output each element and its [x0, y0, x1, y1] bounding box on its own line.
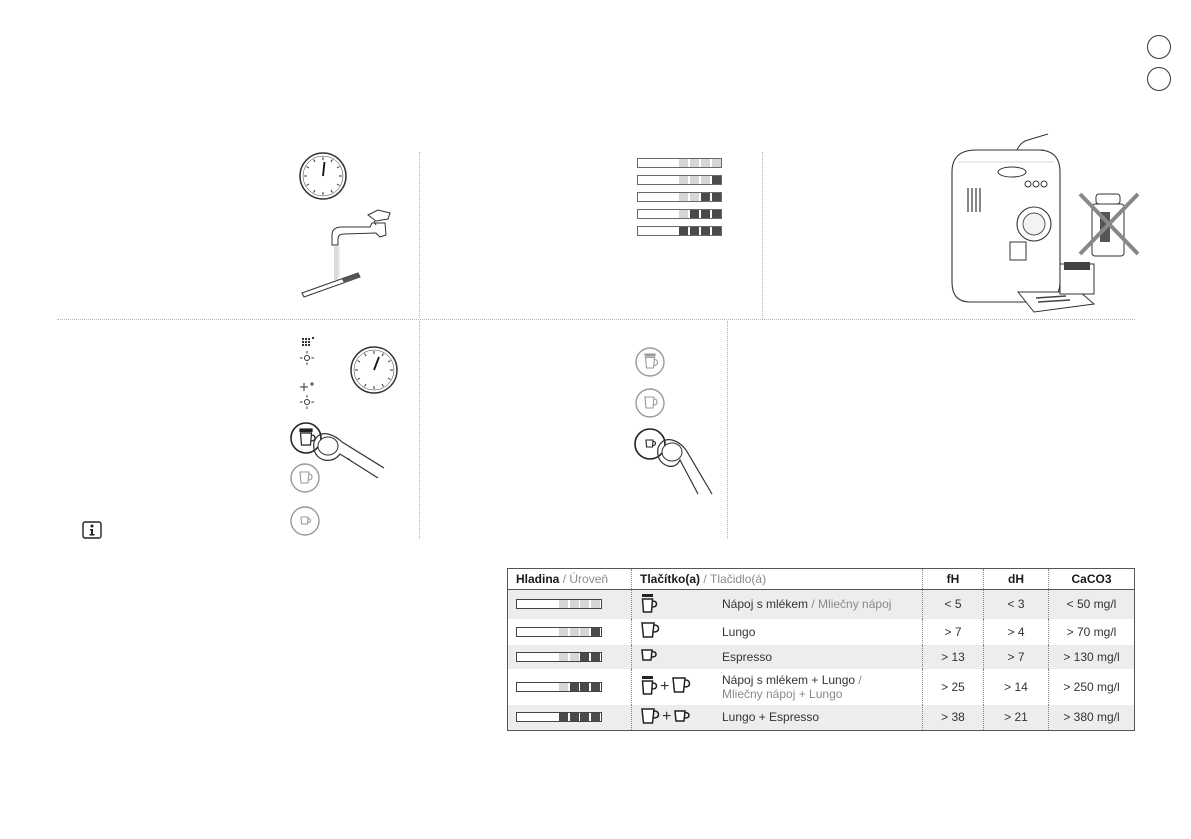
info-icon — [82, 521, 102, 539]
caco3-cell: > 70 mg/l — [1049, 619, 1135, 645]
button-cell — [632, 705, 923, 731]
button-icons — [640, 675, 722, 698]
drink-name-sk: Mliečny nápoj + Lungo — [722, 686, 843, 701]
column-header-dh: dH — [984, 569, 1049, 590]
level-segment — [570, 628, 579, 636]
button-icons — [640, 648, 722, 665]
drink-name-sk: Mliečny nápoj — [818, 597, 892, 612]
drink-name — [722, 710, 902, 724]
column-header-caco3: CaCO3 — [1049, 569, 1135, 590]
level-segment — [591, 713, 600, 721]
lungo-cup-icon — [640, 707, 660, 725]
drink-name — [722, 597, 902, 611]
level-segment — [559, 653, 568, 661]
level-segment — [559, 713, 568, 721]
lungo-cup-icon — [671, 676, 691, 694]
caco3-cell: < 50 mg/l — [1049, 590, 1135, 619]
dh-cell: > 4 — [984, 619, 1049, 645]
hardness-level-bar — [516, 652, 602, 662]
column-header-button — [632, 569, 923, 590]
drink-name-cz: Espresso — [722, 649, 773, 664]
caco3-cell: > 380 mg/l — [1049, 705, 1135, 731]
header-button-sep: / — [703, 572, 707, 586]
level-segment — [559, 628, 568, 636]
espresso-cup-icon — [673, 709, 691, 723]
drink-name — [722, 625, 902, 639]
button-cell — [632, 645, 923, 669]
clock-icon — [298, 151, 348, 201]
fh-cell: > 38 — [923, 705, 984, 731]
language-marker-sk — [1147, 67, 1171, 91]
sun-icon — [296, 381, 322, 411]
caco3-cell: > 250 mg/l — [1049, 669, 1135, 705]
header-level-sep: / — [562, 572, 567, 586]
level-cell — [508, 590, 632, 619]
level-segment — [591, 653, 600, 661]
finger-press-icon — [288, 420, 393, 540]
table-row — [508, 590, 1135, 619]
divider-horizontal — [57, 319, 1135, 320]
drink-name — [722, 650, 902, 664]
level-segment — [591, 683, 600, 691]
level-segment — [570, 600, 579, 608]
dh-cell: < 3 — [984, 590, 1049, 619]
caco3-cell: > 130 mg/l — [1049, 645, 1135, 669]
divider-vertical-3 — [419, 321, 420, 539]
level-segment — [580, 683, 589, 691]
water-hardness-bars-icon — [637, 158, 723, 238]
milk-cup-icon — [640, 675, 658, 695]
fh-cell: > 25 — [923, 669, 984, 705]
finger-press-icon — [632, 344, 722, 499]
drink-name-cz: Nápoj s mlékem — [722, 597, 809, 612]
button-cell — [632, 590, 923, 619]
fh-cell: > 13 — [923, 645, 984, 669]
level-cell — [508, 669, 632, 705]
dh-cell: > 7 — [984, 645, 1049, 669]
level-cell — [508, 705, 632, 731]
column-header-fh: fH — [923, 569, 984, 590]
fh-cell: < 5 — [923, 590, 984, 619]
dh-cell: > 21 — [984, 705, 1049, 731]
level-cell — [508, 645, 632, 669]
drink-name-cz: Lungo + Espresso — [722, 710, 820, 725]
table-row — [508, 705, 1135, 731]
coffee-machine-icon — [948, 132, 1098, 317]
hardness-level-bar — [516, 627, 602, 637]
level-segment — [591, 628, 600, 636]
button-cell — [632, 619, 923, 645]
level-segment — [559, 683, 568, 691]
divider-vertical-4 — [727, 321, 728, 539]
table-header-row — [508, 569, 1135, 590]
button-icons — [640, 707, 722, 728]
no-descaler-icon — [1078, 192, 1140, 258]
dh-cell: > 14 — [984, 669, 1049, 705]
plus-sign: + — [662, 708, 672, 726]
table-row — [508, 619, 1135, 645]
level-segment — [580, 713, 589, 721]
divider-vertical-1 — [419, 152, 420, 318]
button-icons — [640, 621, 722, 642]
level-segment — [580, 628, 589, 636]
water-hardness-table — [507, 568, 1135, 731]
level-segment — [591, 600, 600, 608]
hardness-level-bar — [516, 682, 602, 692]
level-segment — [580, 653, 589, 661]
header-button-alt: Tlačidlo(á) — [710, 572, 767, 586]
header-level-alt: Úroveň — [569, 572, 609, 586]
language-marker-cz — [1147, 35, 1171, 59]
hardness-level-bar — [516, 712, 602, 722]
level-segment — [570, 683, 579, 691]
sun-icon — [296, 337, 322, 367]
table-body — [508, 590, 1135, 731]
button-cell — [632, 669, 923, 705]
espresso-cup-icon — [640, 648, 658, 662]
milk-cup-icon — [640, 593, 658, 613]
column-header-level — [508, 569, 632, 590]
drink-name — [722, 673, 902, 701]
level-segment — [559, 600, 568, 608]
drink-name-sep: / — [808, 597, 819, 612]
hardness-level-bar — [516, 599, 602, 609]
header-button-main: Tlačítko(a) — [640, 572, 701, 586]
plus-sign: + — [660, 677, 670, 695]
header-level-main: Hladina — [516, 572, 560, 586]
drink-name-cz: Nápoj s mlékem + Lungo — [722, 672, 856, 687]
level-segment — [580, 600, 589, 608]
table-row — [508, 645, 1135, 669]
level-cell — [508, 619, 632, 645]
fh-cell: > 7 — [923, 619, 984, 645]
level-segment — [570, 713, 579, 721]
level-segment — [570, 653, 579, 661]
button-icons — [640, 593, 722, 616]
lungo-cup-icon — [640, 621, 660, 639]
clock-icon — [349, 345, 399, 395]
drink-name-cz: Lungo — [722, 624, 756, 639]
table-row — [508, 669, 1135, 705]
test-strip-icon — [300, 205, 400, 300]
divider-vertical-2 — [762, 152, 763, 318]
drink-name-sep: / — [855, 672, 862, 687]
